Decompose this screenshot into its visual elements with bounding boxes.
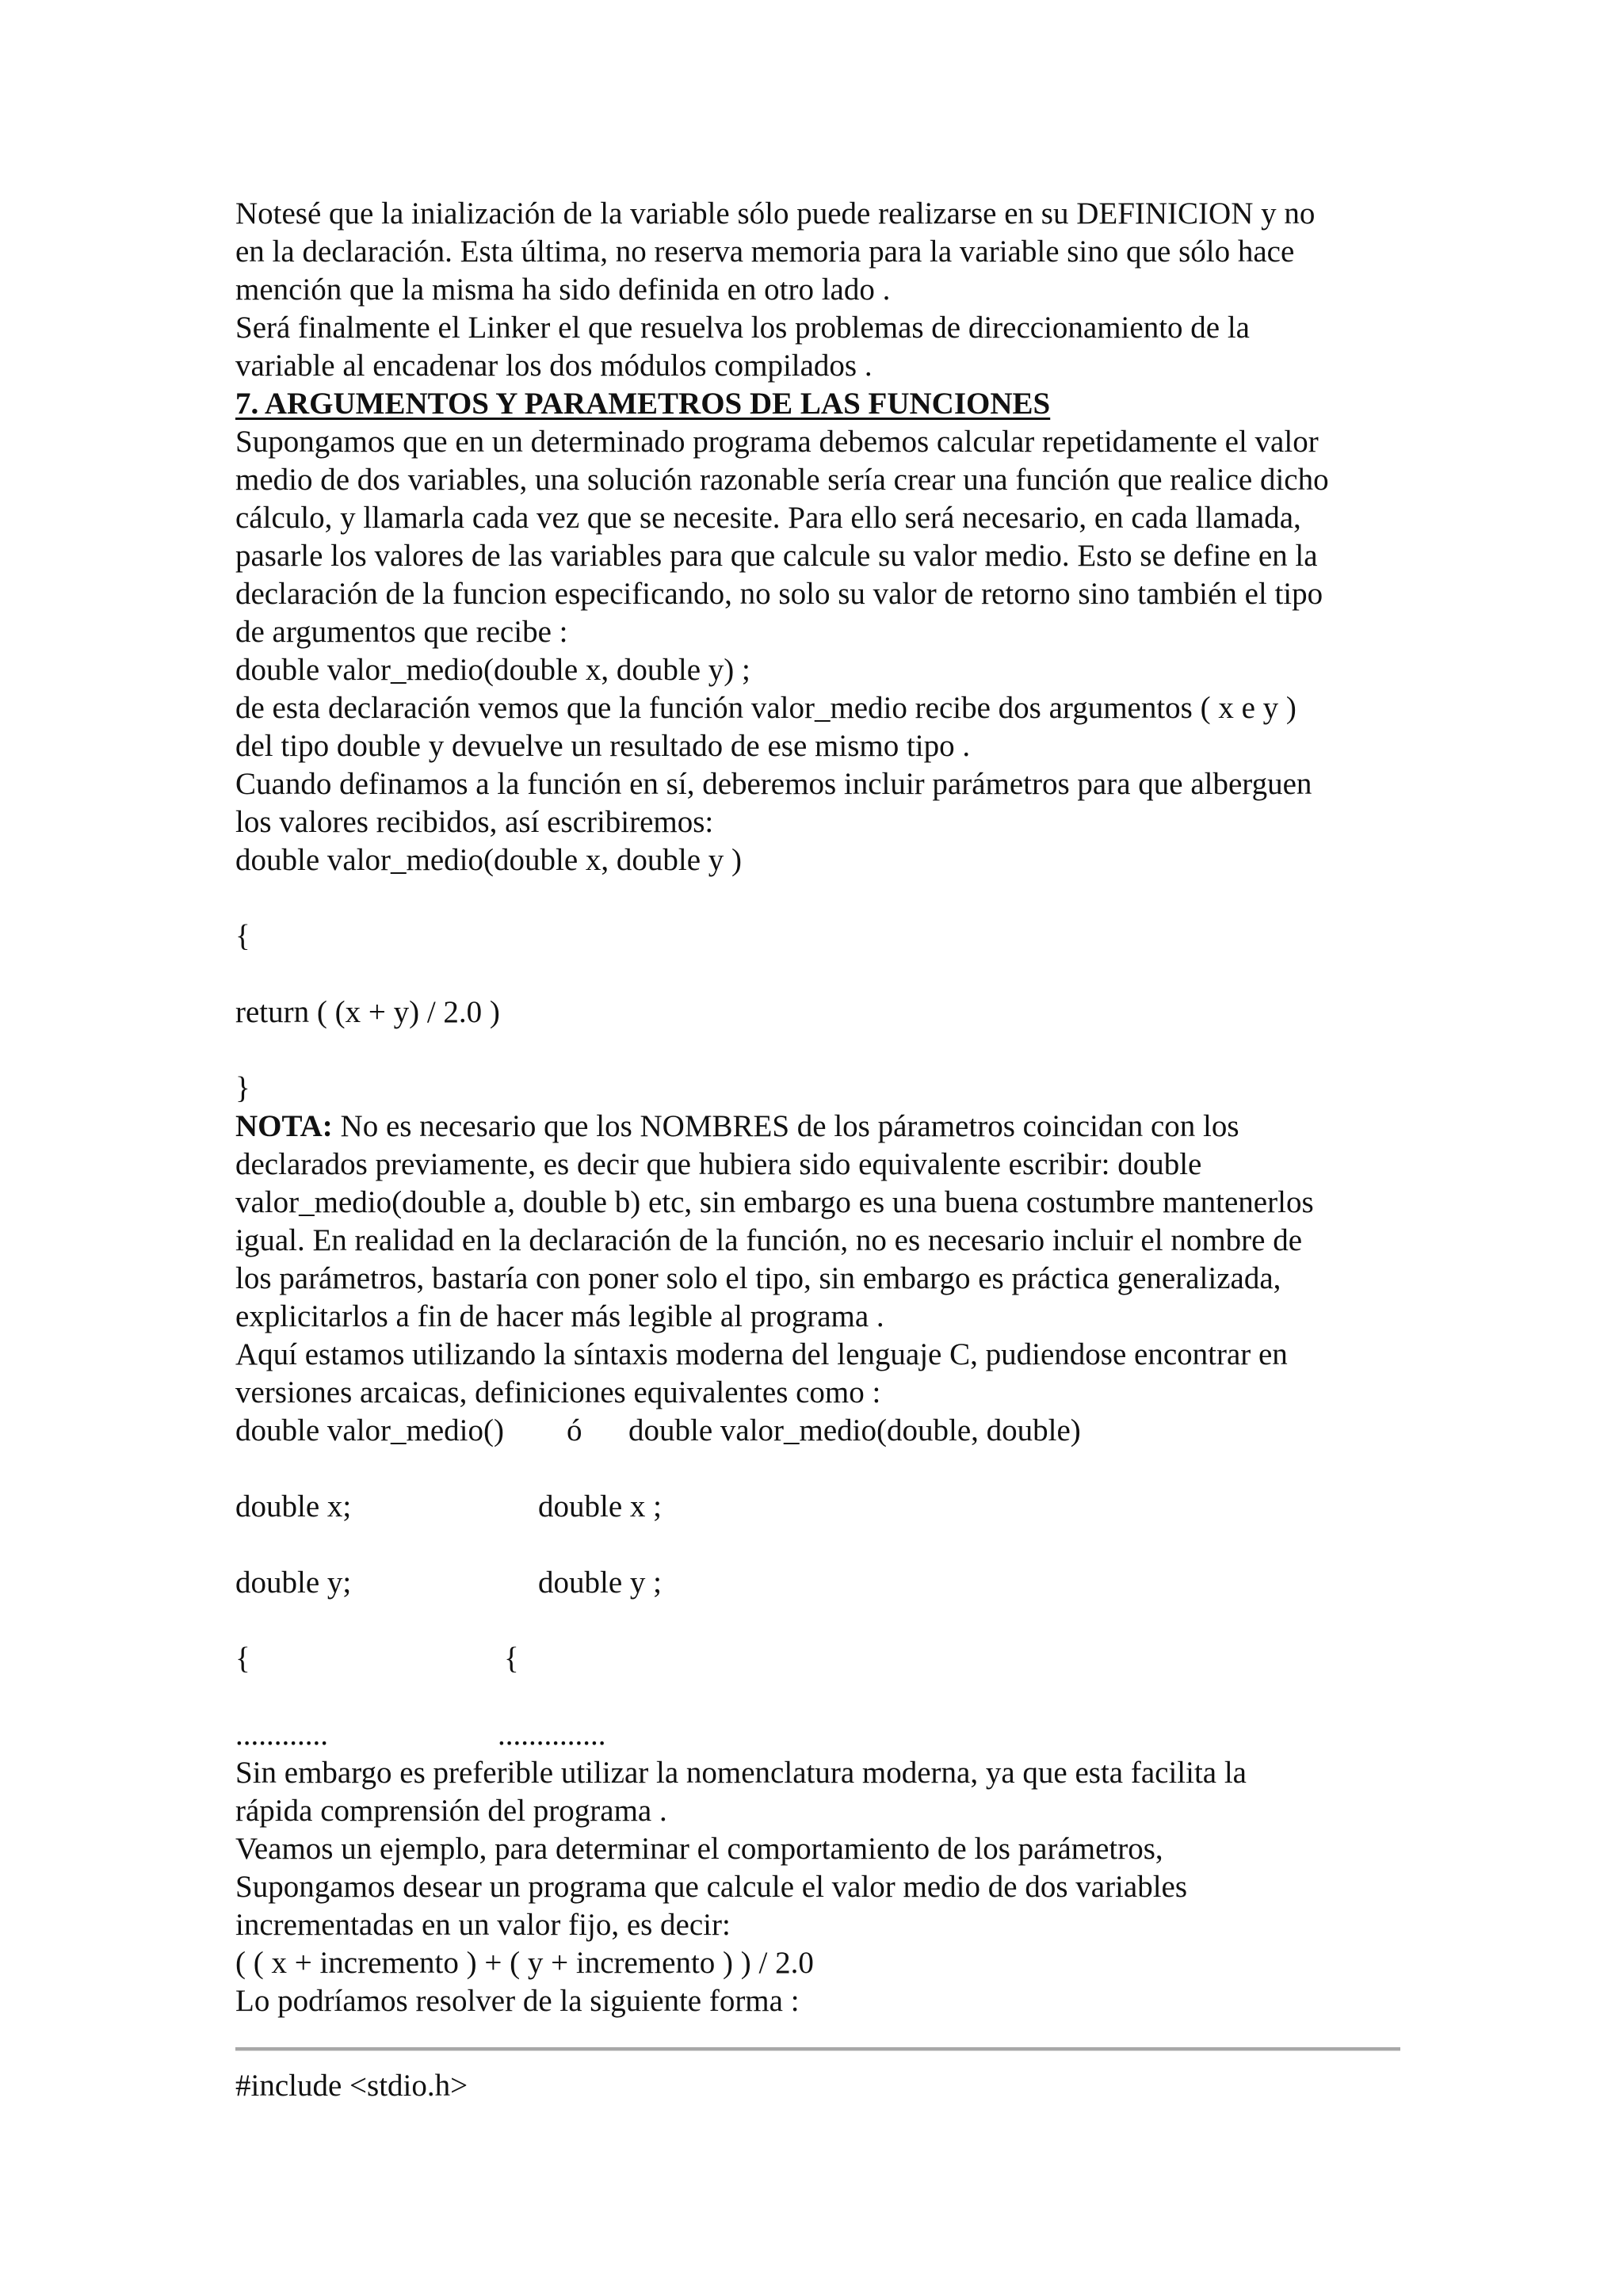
code-open-brace: { [235,919,250,953]
text-line: Veamos un ejemplo, para determinar el comportamiento de los parámetros, [235,1832,1163,1866]
nota-first-line-text: No es necesario que los NOMBRES de los párametros coincidan con los [332,1109,1239,1143]
text-line: pasarle los valores de las variables para que calcule su valor medio. Esto se define en la [235,539,1318,573]
comparison-row [235,1564,1408,1602]
code-include-line: #include <stdio.h> [235,2069,468,2103]
text-line: rápida comprensión del programa . [235,1794,667,1828]
code-block-function-body [235,879,1408,1108]
comparison-header-right: double valor_medio(double, double) [628,1413,1081,1447]
text-line: igual. En realidad en la declaración de la función, no es necesario incluir el nombre de [235,1223,1303,1257]
text-line: cálculo, y llamarla cada vez que se necesite. Para ello será necesario, en cada llamada, [235,501,1301,535]
comparison-row [235,1488,1408,1526]
comparison-header [235,1412,1408,1450]
comparison-left-cell: double y; [235,1566,352,1600]
text-line: valor_medio(double a, double b) etc, sin embargo es una buena costumbre mantenerlos [235,1185,1314,1219]
text-line: los parámetros, bastaría con poner solo el tipo, sin embargo es práctica generalizada, [235,1261,1281,1295]
text-line: Será finalmente el Linker el que resuelva los problemas de direccionamiento de la [235,311,1250,345]
section-heading: 7. ARGUMENTOS Y PARAMETROS DE LAS FUNCIONES [235,387,1051,421]
code-close-brace: } [235,1071,250,1105]
text-line: de esta declaración vemos que la función valor_medio recibe dos argumentos ( x e y ) [235,691,1296,725]
comparison-right-cell: .............. [498,1718,606,1752]
text-line: declarados previamente, es decir que hubiera sido equivalente escribir: double [235,1147,1202,1181]
comparison-right-cell: double y ; [538,1566,662,1600]
text-line: versiones arcaicas, definiciones equivalentes como : [235,1375,881,1409]
text-line: Supongamos que en un determinado programa debemos calcular repetidamente el valor [235,425,1319,459]
text-line: Lo podríamos resolver de la siguiente forma : [235,1984,800,2018]
nota-paragraph [235,1108,1408,1412]
syntax-comparison [235,1412,1408,1754]
horizontal-rule [235,2047,1400,2051]
code-definition: double valor_medio(double x, double y ) [235,843,743,877]
document-page [235,195,1408,2105]
intro-paragraph [235,195,1408,385]
example-paragraph [235,1754,1408,2020]
text-line: Aquí estamos utilizando la síntaxis moderna del lenguaje C, pudiendose encontrar en [235,1337,1288,1371]
text-line: Cuando definamos a la función en sí, deberemos incluir parámetros para que alberguen [235,767,1312,801]
code-declaration: double valor_medio(double x, double y) ; [235,653,750,687]
comparison-left-cell: ............ [235,1718,328,1752]
text-line: del tipo double y devuelve un resultado de ese mismo tipo . [235,729,971,763]
comparison-right-cell: double x ; [538,1489,662,1524]
code-return-line: return ( (x + y) / 2.0 ) [235,995,500,1029]
comparison-header-left: double valor_medio() [235,1413,504,1447]
comparison-left-cell: double x; [235,1489,352,1524]
arguments-paragraph [235,423,1408,879]
text-line: en la declaración. Esta última, no reserva memoria para la variable sino que sólo hace [235,235,1295,269]
text-line: de argumentos que recibe : [235,615,568,649]
text-line: Supongamos desear un programa que calcule el valor medio de dos variables [235,1870,1188,1904]
text-line: incrementadas en un valor fijo, es decir: [235,1908,731,1942]
formula-line: ( ( x + incremento ) + ( y + incremento ) ) / 2.0 [235,1946,814,1980]
text-line: los valores recibidos, así escribiremos: [235,805,714,839]
comparison-row [235,1640,1408,1678]
text-line: explicitarlos a fin de hacer más legible al programa . [235,1299,884,1333]
text-line: Sin embargo es preferible utilizar la nomenclatura moderna, ya que esta facilita la [235,1756,1247,1790]
comparison-left-cell: { [235,1642,250,1676]
text-line: mención que la misma ha sido definida en otro lado . [235,273,891,307]
text-line: declaración de la funcion especificando, no solo su valor de retorno sino también el tipo [235,577,1323,611]
text-line: medio de dos variables, una solución razonable sería crear una función que realice dicho [235,463,1329,497]
nota-first-line [235,1108,1408,1146]
comparison-right-cell: { [504,1642,519,1676]
comparison-header-or: ó [567,1413,582,1447]
nota-label: NOTA: [235,1109,333,1143]
comparison-row [235,1716,1408,1754]
text-line: Notesé que la inialización de la variable sólo puede realizarse en su DEFINICION y no [235,196,1316,231]
text-line: variable al encadenar los dos módulos compilados . [235,349,873,383]
